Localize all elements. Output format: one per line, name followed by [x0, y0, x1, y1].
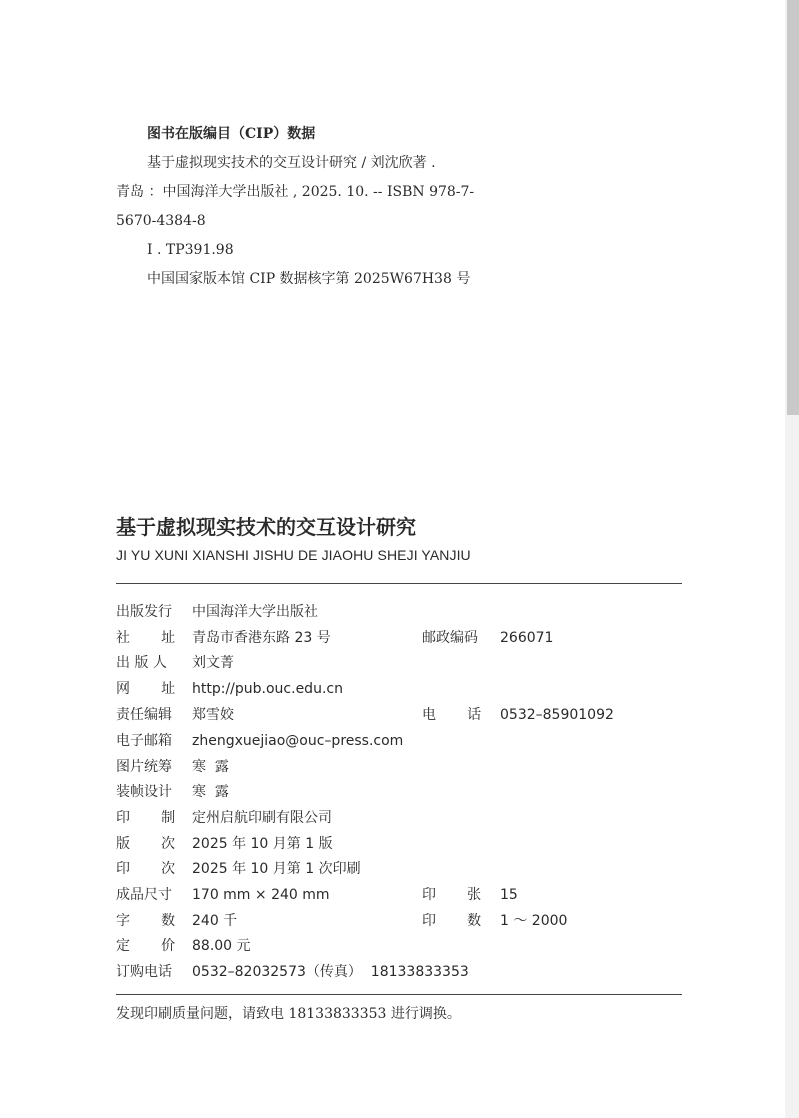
- info-row-images: [116, 756, 682, 778]
- info-label: 网 址: [116, 681, 176, 697]
- info-label: 成品尺寸: [116, 887, 172, 903]
- cip-line-classification: Ⅰ . TP391.98: [147, 242, 234, 258]
- cip-line-isbn-cont: 5670-4384-8: [116, 213, 206, 229]
- info-value-secondary: 1 ～ 2000: [500, 913, 568, 929]
- info-value: 240 千: [192, 913, 238, 929]
- cip-line-record-number: 中国国家版本馆 CIP 数据核字第 2025W67H38 号: [147, 271, 471, 287]
- info-row-publisher: [116, 601, 682, 623]
- quality-notice: 发现印刷质量问题，请致电 18133833353 进行调换。: [116, 1006, 461, 1022]
- info-value: 青岛市香港东路 23 号: [192, 630, 331, 646]
- info-label: 印 制: [116, 810, 176, 826]
- info-label: 电子邮箱: [116, 733, 172, 749]
- info-label: 装帧设计: [116, 784, 172, 800]
- info-label: 出版发行: [116, 604, 172, 620]
- info-value: http://pub.ouc.edu.cn: [192, 681, 343, 697]
- info-value: 2025 年 10 月第 1 版: [192, 836, 333, 852]
- cip-line-publisher: 青岛 ：中国海洋大学出版社 , 2025. 10. -- ISBN 978-7-: [116, 184, 475, 200]
- cip-line-title-author: 基于虚拟现实技术的交互设计研究 / 刘沈欣著 .: [147, 155, 436, 171]
- info-row-price: [116, 935, 682, 957]
- divider-bottom: [116, 994, 682, 995]
- scrollbar-thumb[interactable]: [787, 0, 799, 415]
- info-value: 170 mm × 240 mm: [192, 887, 330, 903]
- info-value: 郑雪姣: [192, 707, 234, 723]
- info-label-secondary: 邮政编码: [422, 630, 478, 646]
- info-row-editor: [116, 704, 682, 726]
- info-label: 版 次: [116, 836, 176, 852]
- info-value-secondary: 15: [500, 887, 518, 903]
- info-value: 寒 露: [192, 759, 229, 775]
- info-row-binding-design: [116, 781, 682, 803]
- cip-heading: 图书在版编目（CIP）数据: [147, 126, 316, 142]
- info-value: 中国海洋大学出版社: [192, 604, 318, 620]
- info-row-email: [116, 730, 682, 752]
- info-label: 印 次: [116, 861, 176, 877]
- info-label-secondary: 电 话: [422, 707, 482, 723]
- info-row-printer: [116, 807, 682, 829]
- info-value-secondary: 0532–85901092: [500, 707, 614, 723]
- info-value: 刘文菁: [192, 655, 234, 671]
- info-row-website: [116, 678, 682, 700]
- info-value-secondary: 266071: [500, 630, 554, 646]
- info-row-edition: [116, 833, 682, 855]
- info-label: 出 版 人: [116, 655, 167, 671]
- info-row-size: [116, 884, 682, 906]
- info-label: 图片统筹: [116, 759, 172, 775]
- info-label-secondary: 印 数: [422, 913, 482, 929]
- divider-top: [116, 583, 682, 584]
- book-title: 基于虚拟现实技术的交互设计研究: [116, 515, 416, 539]
- info-row-order-phone: [116, 961, 682, 983]
- info-value: 0532–82032573（传真） 18133833353: [192, 964, 469, 980]
- book-title-pinyin: JI YU XUNI XIANSHI JISHU DE JIAOHU SHEJI YANJIU: [116, 547, 471, 563]
- info-label: 责任编辑: [116, 707, 172, 723]
- info-value: 寒 露: [192, 784, 229, 800]
- info-row-address: [116, 627, 682, 649]
- info-label: 字 数: [116, 913, 176, 929]
- info-label: 社 址: [116, 630, 176, 646]
- info-value: zhengxuejiao@ouc–press.com: [192, 733, 404, 749]
- info-value: 88.00 元: [192, 938, 251, 954]
- info-label: 订购电话: [116, 964, 172, 980]
- info-label-secondary: 印 张: [422, 887, 482, 903]
- info-row-printing: [116, 858, 682, 880]
- info-value: 定州启航印刷有限公司: [192, 810, 332, 826]
- info-row-word-count: [116, 910, 682, 932]
- info-value: 2025 年 10 月第 1 次印刷: [192, 861, 361, 877]
- info-row-publisher-person: [116, 652, 682, 674]
- info-label: 定 价: [116, 938, 176, 954]
